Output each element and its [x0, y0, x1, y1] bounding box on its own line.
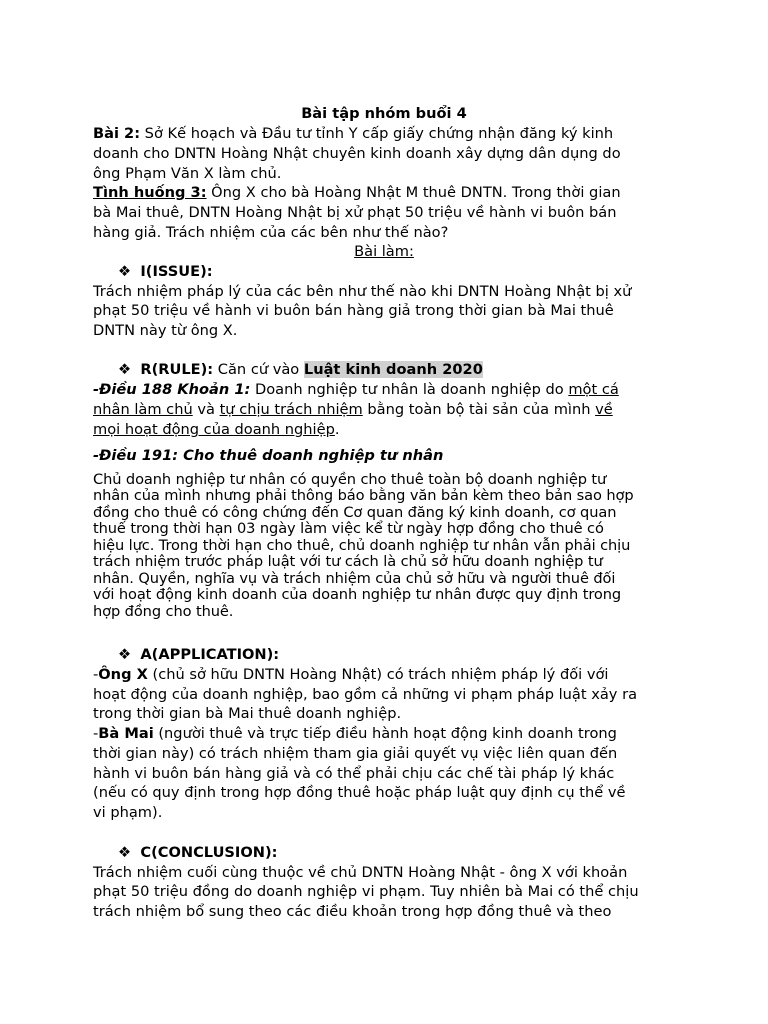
situation-label: Tình huống 3: [93, 184, 207, 201]
intro-line-3: ông Phạm Văn X làm chủ. [93, 165, 282, 182]
article-191-line-5: hiệu lực. Trong thời hạn cho thuê, chủ doanh nghiệp tư nhân vẫn phải chịu [93, 537, 631, 554]
diamond-bullet-icon: ❖ [118, 263, 132, 280]
ong-x-line-3: trong thời gian bà Mai thuê doanh nghiệp. [93, 705, 402, 722]
situation-line-3: hàng giả. Trách nhiệm của các bên như thế nào? [93, 224, 449, 241]
article-191-heading: -Điều 191: Cho thuê doanh nghiệp tư nhân [93, 447, 444, 464]
diamond-bullet-icon: ❖ [118, 646, 132, 663]
ong-x-line-1: -Ông X (chủ sở hữu DNTN Hoàng Nhật) có trách nhiệm pháp lý đối với [93, 666, 609, 683]
ba-mai-line-2: thời gian này) có trách nhiệm tham gia giải quyết vụ việc liên quan đến [93, 745, 618, 762]
diamond-bullet-icon: ❖ [118, 361, 132, 378]
law-reference: Luật kinh doanh 2020 [303, 361, 483, 378]
ba-mai-line-3: hành vi buôn bán hàng giả và có thể phải chịu các chế tài pháp lý khác [93, 765, 615, 782]
document-title: Bài tập nhóm buổi 4 [301, 105, 467, 122]
issue-line-2: phạt 50 triệu về hành vi buôn bán hàng giả trong thời gian bà Mai thuê [93, 302, 614, 319]
article-188-line-3: mọi hoạt động của doanh nghiệp. [93, 421, 340, 438]
situation-line-2: bà Mai thuê, DNTN Hoàng Nhật bị xử phạt 50 triệu về hành vi buôn bán [93, 204, 617, 221]
issue-heading: ❖ I(ISSUE): [118, 263, 213, 280]
article-191-line-4: thuế trong thời hạn 03 ngày làm việc kể từ ngày hợp đồng cho thuê có [93, 520, 604, 537]
application-heading: ❖ A(APPLICATION): [118, 646, 280, 663]
conclusion-line-2: phạt 50 triệu đồng do doanh nghiệp vi phạm. Tuy nhiên bà Mai có thể chịu [93, 883, 639, 900]
article-188-label: -Điều 188 Khoản 1: [93, 381, 251, 398]
ba-mai-name: Bà Mai [98, 725, 154, 742]
article-191-line-7: nhân. Quyền, nghĩa vụ và trách nhiệm của chủ sở hữu và người thuê đối [93, 570, 616, 587]
article-191-line-8: với hoạt động kinh doanh của doanh nghiệp tư nhân được quy định trong [93, 586, 622, 603]
article-188-line-2: nhân làm chủ và tự chịu trách nhiệm bằng toàn bộ tài sản của mình về [93, 401, 613, 418]
conclusion-heading: ❖ C(CONCLUSION): [118, 844, 278, 861]
issue-line-1: Trách nhiệm pháp lý của các bên như thế nào khi DNTN Hoàng Nhật bị xử [93, 283, 632, 300]
issue-line-3: DNTN này từ ông X. [93, 322, 238, 339]
ba-mai-line-4: (nếu có quy định trong hợp đồng thuê hoặc pháp luật quy định cụ thể về [93, 784, 626, 801]
rule-heading: ❖ R(RULE): Căn cứ vào Luật kinh doanh 2020 [118, 361, 483, 378]
article-191-line-1: Chủ doanh nghiệp tư nhân có quyền cho thuê toàn bộ doanh nghiệp tư [93, 471, 607, 488]
article-191-line-2: nhân của mình nhưng phải thông báo bằng văn bản kèm theo bản sao hợp [93, 487, 634, 504]
ba-mai-line-5: vi phạm). [93, 804, 163, 821]
ba-mai-line-1: -Bà Mai (người thuê và trực tiếp điều hành hoạt động kinh doanh trong [93, 725, 617, 742]
article-191-line-3: đồng cho thuê có công chứng đến Cơ quan đăng ký kinh doanh, cơ quan [93, 504, 617, 521]
article-191-line-9: hợp đồng cho thuê. [93, 603, 234, 620]
ong-x-name: Ông X [98, 666, 148, 683]
article-191-line-6: trách nhiệm trước pháp luật với tư cách là chủ sở hữu doanh nghiệp tư [93, 553, 603, 570]
answer-heading: Bài làm: [354, 243, 414, 260]
intro-line-2: doanh cho DNTN Hoàng Nhật chuyên kinh doanh xây dựng dân dụng do [93, 145, 621, 162]
conclusion-line-1: Trách nhiệm cuối cùng thuộc về chủ DNTN Hoàng Nhật - ông X với khoản [93, 864, 628, 881]
intro-line-1: Bài 2: Sở Kế hoạch và Đầu tư tỉnh Y cấp giấy chứng nhận đăng ký kinh [93, 125, 614, 142]
bai2-label: Bài 2: [93, 125, 141, 142]
ong-x-line-2: hoạt động của doanh nghiệp, bao gồm cả những vi phạm pháp luật xảy ra [93, 686, 638, 703]
situation-line-1: Tình huống 3: Ông X cho bà Hoàng Nhật M thuê DNTN. Trong thời gian [93, 184, 621, 201]
article-188-line-1: -Điều 188 Khoản 1: Doanh nghiệp tư nhân là doanh nghiệp do một cá [93, 381, 619, 398]
conclusion-line-3: trách nhiệm bổ sung theo các điều khoản trong hợp đồng thuê và theo [93, 903, 612, 920]
diamond-bullet-icon: ❖ [118, 844, 132, 861]
